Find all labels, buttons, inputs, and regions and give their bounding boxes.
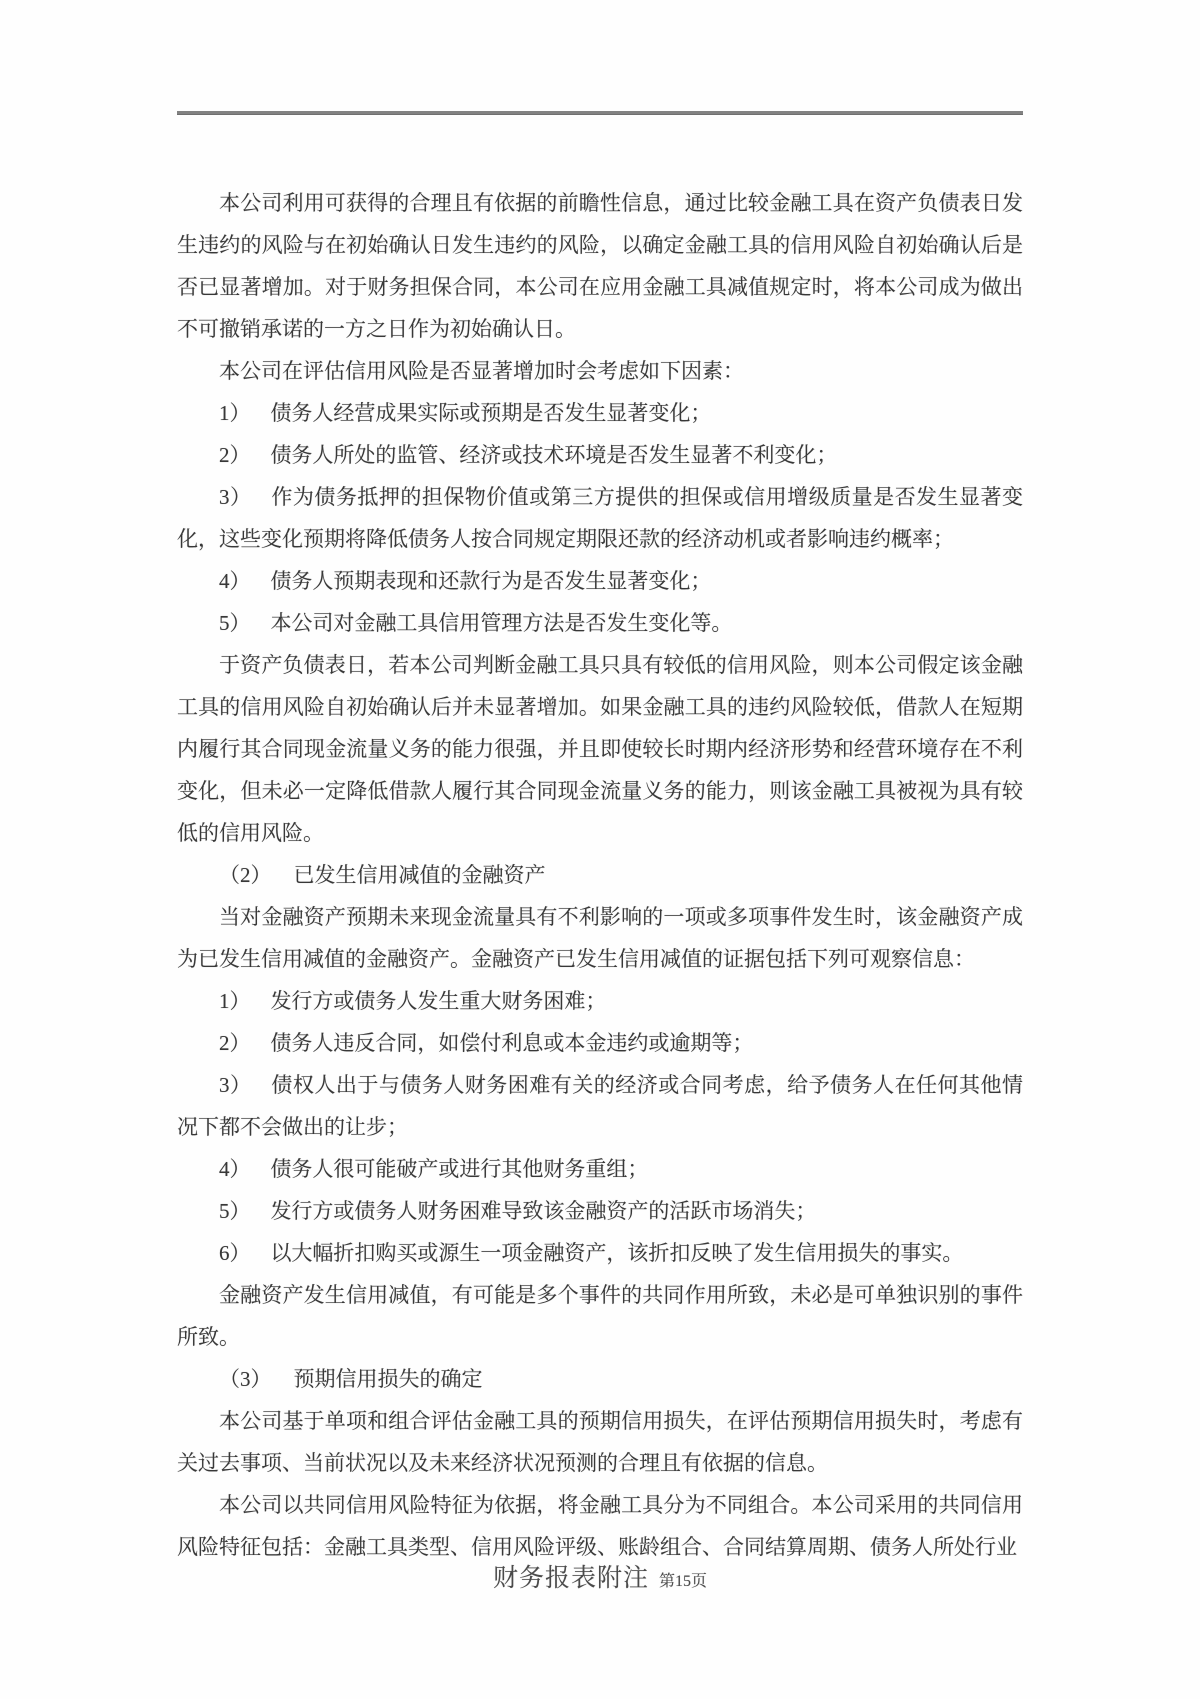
list-marker: 2） (219, 443, 251, 467)
text-run: 本公司在评估信用风险是否显著增加时会考虑如下因素： (219, 359, 744, 383)
document-body (177, 182, 1023, 1568)
list-item (177, 980, 1023, 1022)
list-item (177, 1232, 1023, 1274)
list-marker: 5） (219, 1199, 251, 1223)
paragraph (177, 644, 1023, 854)
footer-title: 财务报表附注 (492, 1565, 649, 1592)
paragraph (177, 1400, 1023, 1484)
list-marker: 6） (219, 1241, 251, 1265)
list-item (177, 434, 1023, 476)
list-item (177, 560, 1023, 602)
list-marker: 4） (219, 1157, 251, 1181)
list-item (177, 1148, 1023, 1190)
text-run: 发行方或债务人财务困难导致该金融资产的活跃市场消失； (270, 1199, 817, 1223)
text-run: 债务人预期表现和还款行为是否发生显著变化； (270, 569, 712, 593)
text-run: 债务人违反合同，如偿付利息或本金违约或逾期等； (270, 1031, 754, 1055)
text-run: 债务人经营成果实际或预期是否发生显著变化； (270, 401, 712, 425)
text-run: 当对金融资产预期未来现金流量具有不利影响的一项或多项事件发生时，该金融资产成为已发生信用减值的金融资产。金融资产已发生信用减值的证据包括下列可观察信息： (177, 905, 1023, 971)
section-heading (177, 854, 1023, 896)
paragraph (177, 1484, 1023, 1568)
text-run: 债务人所处的监管、经济或技术环境是否发生显著不利变化； (270, 443, 838, 467)
list-item (177, 392, 1023, 434)
list-item (177, 602, 1023, 644)
header-rule (177, 111, 1023, 115)
list-item (177, 1190, 1023, 1232)
text-run: 预期信用损失的确定 (293, 1367, 483, 1391)
text-run: 债权人出于与债务人财务困难有关的经济或合同考虑，给予债务人在任何其他情况下都不会做出的让步； (177, 1073, 1024, 1139)
heading-number: （2） (219, 863, 272, 887)
text-run: 债务人很可能破产或进行其他财务重组； (270, 1157, 649, 1181)
text-run: 于资产负债表日，若本公司判断金融工具只具有较低的信用风险，则本公司假定该金融工具的信用风险自初始确认后并未显著增加。如果金融工具的违约风险较低，借款人在短期内履行其合同现金流量义务的能力很强，并且即使较长时期内经济形势和经营环境存在不利变化，但未必一定降低借款人履行其合同现金流量义务的能力，则该金融工具被视为具有较低的信用风险。 (177, 653, 1023, 845)
paragraph (177, 182, 1023, 350)
footer-page-number: 第15页 (659, 1573, 708, 1590)
paragraph (177, 350, 1023, 392)
list-marker: 5） (219, 611, 251, 635)
text-run: 本公司对金融工具信用管理方法是否发生变化等。 (270, 611, 733, 635)
list-marker: 3） (219, 485, 252, 509)
text-run: 发行方或债务人发生重大财务困难； (270, 989, 607, 1013)
paragraph (177, 896, 1023, 980)
list-marker: 1） (219, 401, 251, 425)
list-marker: 4） (219, 569, 251, 593)
section-heading (177, 1358, 1023, 1400)
list-marker: 3） (219, 1073, 252, 1097)
heading-number: （3） (219, 1367, 272, 1391)
text-run: 本公司以共同信用风险特征为依据，将金融工具分为不同组合。本公司采用的共同信用风险特征包括：金融工具类型、信用风险评级、账龄组合、合同结算周期、债务人所处行业 (177, 1493, 1023, 1559)
text-run: 本公司基于单项和组合评估金融工具的预期信用损失，在评估预期信用损失时，考虑有关过去事项、当前状况以及未来经济状况预测的合理且有依据的信息。 (177, 1409, 1023, 1475)
list-marker: 2） (219, 1031, 251, 1055)
page-footer (0, 1558, 1200, 1594)
text-run: 本公司利用可获得的合理且有依据的前瞻性信息，通过比较金融工具在资产负债表日发生违约的风险与在初始确认日发生违约的风险，以确定金融工具的信用风险自初始确认后是否已显著增加。对于财务担保合同，本公司在应用金融工具减值规定时，将本公司成为做出不可撤销承诺的一方之日作为初始确认日。 (177, 191, 1023, 341)
text-run: 已发生信用减值的金融资产 (293, 863, 546, 887)
list-item (177, 476, 1023, 560)
paragraph (177, 1274, 1023, 1358)
list-item (177, 1064, 1023, 1148)
text-run: 作为债务抵押的担保物价值或第三方提供的担保或信用增级质量是否发生显著变化，这些变化预期将降低债务人按合同规定期限还款的经济动机或者影响违约概率； (177, 485, 1024, 551)
text-run: 金融资产发生信用减值，有可能是多个事件的共同作用所致，未必是可单独识别的事件所致。 (177, 1283, 1023, 1349)
list-item (177, 1022, 1023, 1064)
text-run: 以大幅折扣购买或源生一项金融资产，该折扣反映了发生信用损失的事实。 (270, 1241, 964, 1265)
list-marker: 1） (219, 989, 251, 1013)
